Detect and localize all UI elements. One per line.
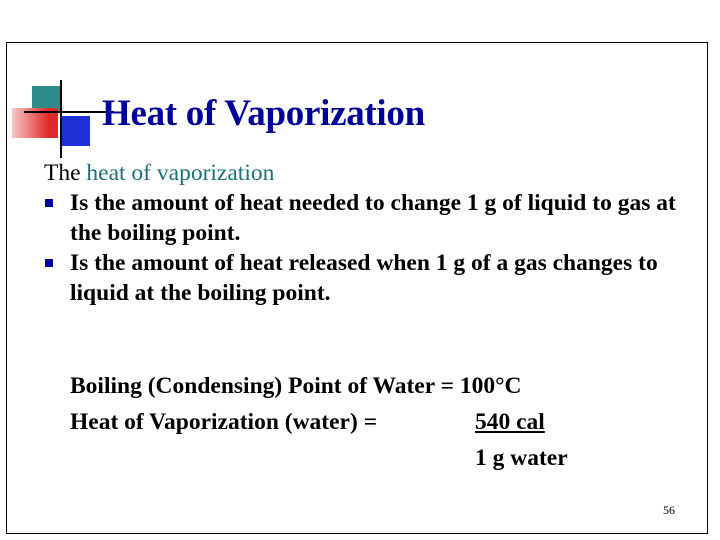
square-bullet-icon xyxy=(45,199,53,207)
bullet-item xyxy=(44,188,684,248)
page-number: 56 xyxy=(663,503,675,517)
heat-row xyxy=(70,404,545,440)
decor-vertical-line xyxy=(60,80,62,158)
decor-blue-square xyxy=(62,116,90,146)
bullet-text: Is the amount of heat released when 1 g of a gas changes to liquid at the boiling point. xyxy=(70,250,658,306)
heat-label: Heat of Vaporization (water) = xyxy=(70,409,378,435)
decor-horizontal-line xyxy=(24,111,114,113)
slide-content xyxy=(44,158,684,308)
boiling-point-row xyxy=(70,368,522,404)
fraction-denominator: 1 g water xyxy=(475,445,568,471)
slide-title: Heat of Vaporization xyxy=(102,93,425,134)
lead-prefix: The xyxy=(44,160,87,186)
denominator-row xyxy=(70,440,568,476)
boiling-point-text: Boiling (Condensing) Point of Water = 100°C xyxy=(70,373,522,399)
bullet-text: Is the amount of heat needed to change 1 g of liquid to gas at the boiling point. xyxy=(70,190,676,246)
square-bullet-icon xyxy=(45,259,53,267)
bullet-item xyxy=(44,248,684,308)
lead-term: heat of vaporization xyxy=(86,160,275,186)
lead-line xyxy=(44,158,684,188)
fraction-numerator: 540 cal xyxy=(475,409,545,435)
facts-block xyxy=(70,368,568,476)
